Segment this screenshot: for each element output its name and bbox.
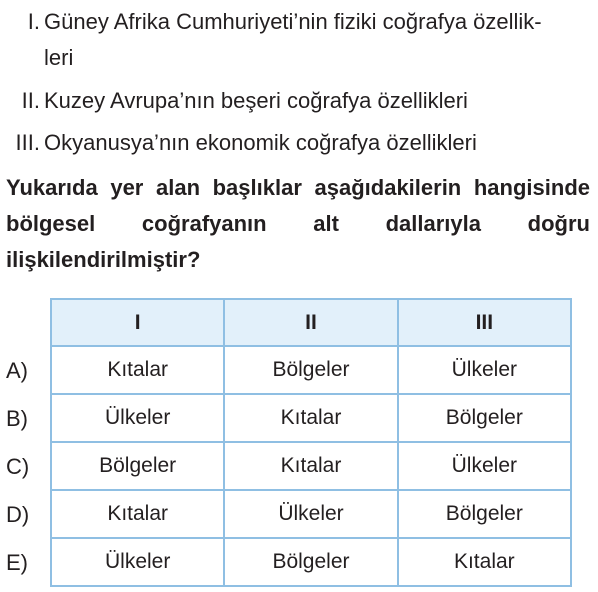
table-row xyxy=(51,394,571,442)
table-cell: Bölgeler xyxy=(224,346,397,394)
statement-1-text xyxy=(44,4,584,76)
table-row xyxy=(51,538,571,586)
option-a-label[interactable]: A) xyxy=(6,358,28,383)
table-row xyxy=(51,442,571,490)
statement-1-line-2: leri xyxy=(44,45,74,70)
table-cell: Ülkeler xyxy=(51,394,224,442)
table-cell: Kıtalar xyxy=(51,490,224,538)
table-cell: Kıtalar xyxy=(224,394,397,442)
option-d-label[interactable]: D) xyxy=(6,502,30,527)
statement-2-numeral: II. xyxy=(21,88,40,113)
table-cell: Bölgeler xyxy=(224,538,397,586)
table-cell: Kıtalar xyxy=(51,346,224,394)
option-c-label[interactable]: C) xyxy=(6,454,30,479)
table-cell: Kıtalar xyxy=(224,442,397,490)
column-header-i: I xyxy=(51,299,224,346)
statement-3-text: Okyanusya’nın ekonomik coğrafya özellikleri xyxy=(44,130,477,155)
statement-3-numeral: III. xyxy=(15,130,40,155)
answer-table xyxy=(50,298,572,587)
option-e-label[interactable]: E) xyxy=(6,550,28,575)
table-cell: Bölgeler xyxy=(398,490,571,538)
table-header-row xyxy=(51,299,571,346)
question-text: Yukarıda yer alan başlıklar aşağıdakilerin hangisinde bölgesel coğrafyanın alt dallarıyla doğru ilişkilendirilmiştir? xyxy=(6,175,590,272)
table-row xyxy=(51,346,571,394)
table-cell: Ülkeler xyxy=(224,490,397,538)
table-cell: Ülkeler xyxy=(398,442,571,490)
table-cell: Bölgeler xyxy=(51,442,224,490)
column-header-ii: II xyxy=(224,299,397,346)
table-cell: Ülkeler xyxy=(398,346,571,394)
table-cell: Kıtalar xyxy=(398,538,571,586)
column-header-iii: III xyxy=(398,299,571,346)
table-row xyxy=(51,490,571,538)
table-cell: Ülkeler xyxy=(51,538,224,586)
statement-2-text: Kuzey Avrupa’nın beşeri coğrafya özellikleri xyxy=(44,88,468,113)
option-b-label[interactable]: B) xyxy=(6,406,28,431)
table-cell: Bölgeler xyxy=(398,394,571,442)
statement-1-numeral: I. xyxy=(27,9,40,34)
statement-1-line-1: Güney Afrika Cumhuriyeti’nin fiziki coğrafya özellik- xyxy=(44,9,542,34)
